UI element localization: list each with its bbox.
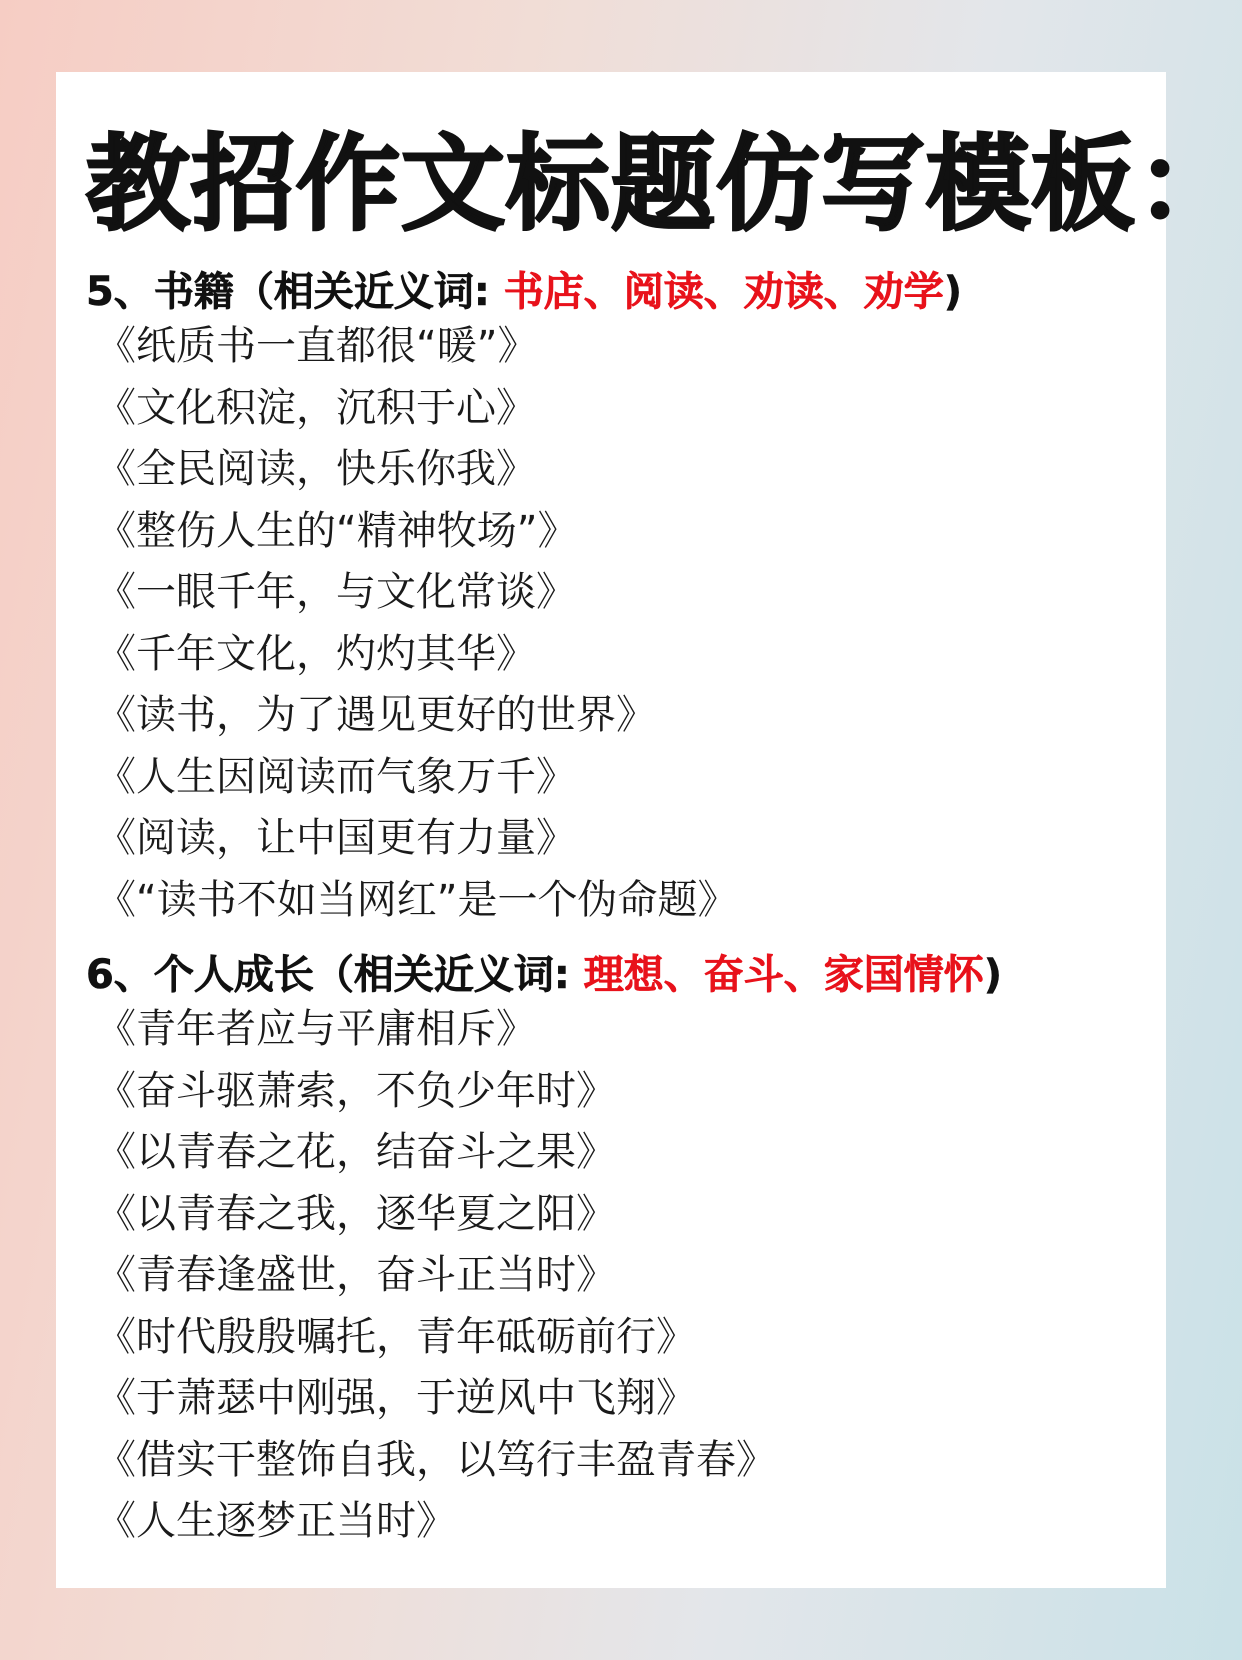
list-item: 《时代殷殷嘱托，青年砥砺前行》	[96, 1313, 696, 1360]
list-item: 《纸质书一直都很“暖”》	[96, 323, 538, 369]
list-item: 《千年文化，灼灼其华》	[96, 630, 536, 677]
section-keywords: 理想、奋斗、家国情怀	[583, 952, 984, 998]
paren-open: （	[313, 952, 354, 998]
title-list-books	[96, 316, 737, 931]
page-title: 教招作文标题仿写模板：	[86, 123, 1242, 245]
list-item: 《人生因阅读而气象万千》	[96, 753, 576, 800]
list-item: 《“读书不如当网红”是一个伪命题》	[96, 876, 738, 923]
list-item: 《于萧瑟中刚强，于逆风中飞翔》	[96, 1375, 696, 1421]
list-item: 《一眼千年，与文化常谈》	[96, 569, 576, 615]
section-prefix: 5、书籍	[86, 269, 234, 315]
list-item: 《以青春之花，结奋斗之果》	[96, 1129, 616, 1175]
list-item: 《文化积淀，沉积于心》	[96, 384, 536, 431]
section-prefix: 6、个人成长	[86, 952, 314, 998]
title-list-growth	[96, 999, 776, 1553]
synonyms-label: 相关近义词:	[353, 952, 584, 998]
list-item: 《人生逐梦正当时》	[96, 1498, 456, 1544]
section-keywords: 书店、阅读、劝读、劝学	[503, 269, 944, 315]
paren-close: )	[983, 952, 1003, 998]
list-item: 《青春逢盛世，奋斗正当时》	[96, 1252, 616, 1298]
list-item: 《读书，为了遇见更好的世界》	[96, 692, 656, 738]
paren-open: （	[233, 269, 274, 315]
list-item: 《青年者应与平庸相斥》	[96, 1006, 536, 1052]
list-item: 《以青春之我，逐华夏之阳》	[96, 1190, 616, 1237]
list-item: 《阅读，让中国更有力量》	[96, 815, 576, 861]
list-item: 《整伤人生的“精神牧场”》	[96, 507, 578, 554]
list-item: 《全民阅读，快乐你我》	[96, 446, 536, 492]
section-header-books	[86, 264, 962, 320]
synonyms-label: 相关近义词:	[273, 269, 504, 315]
list-item: 《奋斗驱萧索，不负少年时》	[96, 1067, 616, 1114]
paren-close: )	[943, 269, 963, 315]
list-item: 《借实干整饰自我，以笃行丰盈青春》	[96, 1436, 776, 1483]
section-header-growth	[86, 947, 1002, 1003]
content-card	[56, 72, 1242, 1588]
